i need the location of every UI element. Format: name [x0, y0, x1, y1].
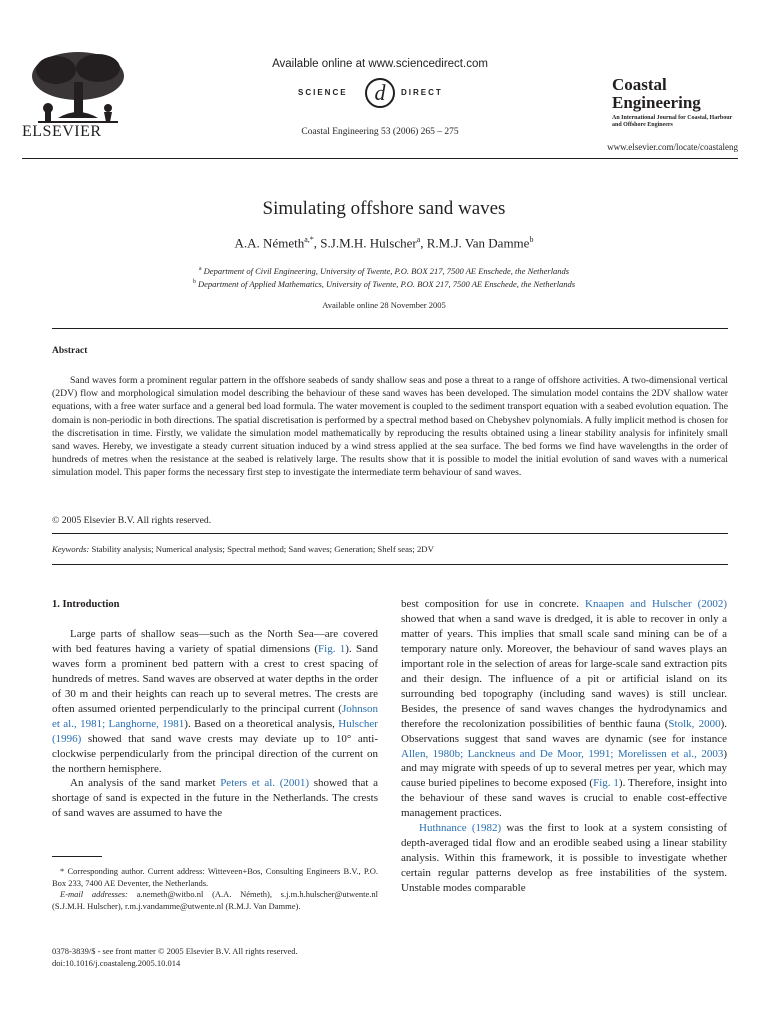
right-column: [401, 597, 727, 896]
journal-title-line1: Coastal: [612, 75, 667, 94]
affiliation-text: Department of Civil Engineering, University of Twente, P.O. BOX 217, 7500 AE Enschede, the Netherlands: [203, 266, 570, 276]
keywords-top-rule: [52, 533, 728, 534]
publisher-name: ELSEVIER: [22, 123, 102, 140]
keywords-list: Stability analysis; Numerical analysis; Spectral method; Sand waves; Generation; Shelf seas; 2DV: [91, 544, 434, 554]
issn-block: [52, 946, 378, 969]
body-text: showed that when a sand wave is dredged, it is able to recover in only a matter of years. This implies that small scale sand mining can be of a temporary nature only. Moreover, the behaviour of sand waves plays an important role in the selection of areas for large-scale sand extraction pits and their design. The influence of a pit or artificial island on its surrounding bed topography (including sand waves) is still unclear. Besides, the presence of sand waves changes the hydrodynamics and therefore the recolonization possibilities of benthic fauna (: [401, 612, 727, 730]
body-paragraph: [52, 776, 378, 821]
doi-line[interactable]: doi:10.1016/j.coastaleng.2005.10.014: [52, 957, 181, 968]
figure-link[interactable]: Fig. 1: [593, 777, 619, 790]
author-name: R.M.J. Van Damme: [426, 235, 530, 251]
available-online-text[interactable]: Available online at www.sciencedirect.com: [272, 58, 488, 70]
author-name: S.J.M.H. Hulscher: [320, 235, 417, 251]
body-text: ). Sand waves form a prominent bed pattern with a crest to crest spacing of hundreds of metres. Sand waves are observed at water depths in the order of 30 m and their heights can reach up to several metres. The crests are often assumed oriented perpendicularly to the principal current (: [52, 642, 378, 715]
body-paragraph: [52, 627, 378, 777]
footnote-rule: [52, 856, 102, 857]
body-text: showed that sand wave crests may deviate up to 10° anti-clockwise perpendicularly from the principal direction of the current on the northern hemisphere.: [52, 732, 378, 775]
journal-url-link[interactable]: www.elsevier.com/locate/coastaleng: [607, 142, 738, 152]
figure-link[interactable]: Fig. 1: [318, 642, 346, 655]
body-text: An analysis of the sand market: [70, 777, 221, 790]
body-text: best composition for use in concrete.: [401, 598, 586, 610]
citation-link[interactable]: Stolk, 2000: [668, 717, 721, 730]
author-affil-mark: a: [416, 235, 421, 244]
science-direct-right: DIRECT: [401, 88, 443, 97]
affiliation-mark: a: [198, 266, 202, 273]
left-column: [52, 598, 378, 821]
svg-text:d: d: [374, 80, 386, 105]
email-addresses[interactable]: a.nemeth@witbo.nl (A.A. Németh), s.j.m.h.hulscher@utwente.nl (S.J.M.H. Hulscher), r.m.j.vandamme@utwente.nl (R.M.J. Van Damme).: [52, 889, 378, 911]
email-note: [52, 889, 378, 912]
citation-link[interactable]: Knaapen and Hulscher (2002): [585, 598, 727, 610]
available-online-date: Available online 28 November 2005: [322, 300, 446, 310]
author-affil-mark: a,*: [304, 235, 314, 244]
body-text: ). Observations suggest that sand waves are dynamic (see for instance: [401, 717, 727, 745]
abstract-copyright: © 2005 Elsevier B.V. All rights reserved.: [52, 515, 212, 526]
journal-title-line2: Engineering: [612, 93, 701, 112]
corresponding-author-note: * Corresponding author. Current address: Witteveen+Bos, Consulting Engineers B.V., P.O. Box 233, 7400 AE Deventer, the Netherlands.: [52, 866, 378, 888]
journal-subtitle: An International Journal for Coastal, Harbour and Offshore Engineers: [612, 115, 733, 128]
header-rule: [22, 158, 738, 159]
citation-link[interactable]: Hulscher (1996): [52, 717, 378, 745]
abstract-body: Sand waves form a prominent regular pattern in the offshore seabeds of sandy shallow seas and pose a threat to a range of offshore activities. A two-dimensional vertical (2DV) flow and morphological simulation model describing the behaviour of these sand waves has been developed. The simulation model contains the 2DV shallow water equations, with a free water surface and a general bed load formula. The water movement is coupled to the sediment transport equation with a seabed evolution equation. The domain is non-periodic in both directions. The spatial discretisation is performed by a spectral method based on Chebyshev polynomials. A fully implicit method is chosen for the discretisation in time. Firstly, we validate the simulation model mathematically by reproducing the results obtained using a linear stability analysis for infinitely small sand waves. Hereby, we investigate a steady current situation induced by a wind stress applied at the sea surface. The bed forms we find have wavelengths in the order of hundreds of metres when the resistance at the seabed is relatively large. The results show that it is possible to model the initial evolution of sand waves with a numerical simulation model. This paper forms the necessary first step to investigate the intermediate term behaviour of sand waves.: [52, 375, 728, 479]
paper-title: Simulating offshore sand waves: [262, 198, 506, 219]
body-text: was the first to look at a system consisting of depth-averaged tidal flow and an erodible seabed using a linear stability analysis. Within this framework, it is possible to investigate whether certain regular patterns develop as free instabilities of the system. Unstable modes comparable: [401, 822, 727, 895]
abstract-heading: Abstract: [52, 346, 88, 356]
citation-link[interactable]: Johnson et al., 1981; Langhorne, 1981: [52, 702, 378, 730]
science-direct-left: SCIENCE: [298, 88, 348, 97]
section-heading: 1. Introduction: [52, 599, 120, 610]
body-text: ). Based on a theoretical analysis,: [184, 717, 339, 730]
journal-title: [612, 76, 701, 112]
body-paragraph: [401, 597, 727, 821]
keywords-bottom-rule: [52, 564, 728, 565]
email-label: E-mail addresses:: [60, 889, 128, 899]
body-paragraph: [401, 821, 727, 896]
citation-link[interactable]: Huthnance (1982): [419, 822, 502, 835]
affiliation-mark: b: [192, 279, 196, 286]
body-text: showed that a shortage of sand is expected in the future in the Netherlands. The crests of sand waves are assumed to have the: [52, 777, 379, 820]
body-text: Large parts of shallow seas—such as the North Sea—are covered with bed features having a variety of spatial dimensions (: [52, 627, 378, 655]
author-affil-mark: b: [529, 235, 534, 244]
affiliation-a: [0, 266, 768, 276]
citation-link[interactable]: Allen, 1980b; Lanckneus and De Moor, 1991; Morelissen et al., 2003: [401, 747, 724, 760]
author-name: A.A. Németh: [234, 235, 305, 251]
author-list: A.A. Németh$^{a,*}$, S.J.M.H. Hulscher$^a$, R.M.J. Van Damme$^b$: [234, 235, 534, 251]
body-text: ) and may migrate with speeds of up to several metres per year, which may cause buried pipelines to become exposed (: [401, 747, 727, 790]
abstract-top-rule: [52, 328, 728, 329]
journal-reference: Coastal Engineering 53 (2006) 265 – 275: [301, 127, 459, 137]
body-text: ). Therefore, insight into the behaviour of these sand waves is crucial to enable cost-effective management practices.: [401, 777, 727, 820]
keywords-line: [52, 544, 434, 554]
affiliation-b: [0, 279, 768, 289]
keywords-label: Keywords:: [52, 544, 90, 554]
citation-link[interactable]: Peters et al. (2001): [220, 777, 310, 790]
issn-line: 0378-3839/$ - see front matter © 2005 Elsevier B.V. All rights reserved.: [52, 946, 298, 956]
footnote: [52, 866, 378, 912]
affiliation-text: Department of Applied Mathematics, University of Twente, P.O. BOX 217, 7500 AE Enschede, the Netherlands: [198, 279, 576, 289]
